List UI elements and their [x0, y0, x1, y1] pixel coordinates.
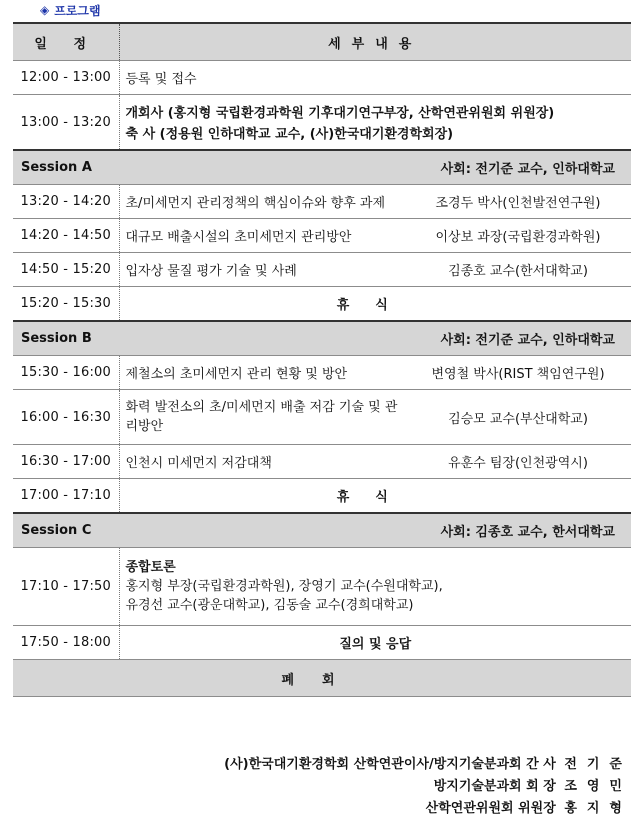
signatory-name: 홍지형 — [564, 801, 632, 816]
table-row — [13, 548, 631, 626]
signatory-role: 산학연관위원회 위원장 — [425, 801, 556, 816]
session-c-header — [13, 513, 631, 548]
talk-speaker: 조경두 박사(인천발전연구원) — [435, 196, 601, 211]
talk-speaker: 이상보 과장(국립환경과학원) — [435, 230, 601, 245]
diamond-bullet-icon: ◈ — [40, 3, 50, 17]
table-row — [13, 356, 631, 390]
table-row — [13, 185, 631, 219]
panel-line-2: 유경선 교수(광운대학교), 김동술 교수(경희대학교) — [125, 598, 414, 613]
session-chair: 사회: 전기준 교수, 인하대학교 — [119, 321, 631, 356]
signatory-name: 전기준 — [564, 757, 632, 772]
program-table — [13, 22, 631, 697]
header-time: 일 정 — [13, 23, 119, 61]
signature-line — [224, 754, 632, 776]
table-row — [13, 390, 631, 445]
row-time: 14:50 - 15:20 — [13, 253, 119, 287]
talk-speaker: 변영철 박사(RIST 책임연구원) — [431, 367, 605, 382]
session-chair: 사회: 전기준 교수, 인하대학교 — [119, 150, 631, 185]
section-title: 프로그램 — [54, 3, 101, 18]
session-name: Session B — [13, 321, 119, 356]
break-label: 휴식 — [119, 287, 631, 322]
header-content: 세부내용 — [119, 23, 631, 61]
session-name: Session C — [13, 513, 119, 548]
row-time: 15:30 - 16:00 — [13, 356, 119, 390]
talk-title: 입자상 물질 평가 기술 및 사례 — [125, 264, 297, 279]
congratulatory-address: 축 사 (정용원 인하대학교 교수, (사)한국대기환경학회장) — [125, 127, 454, 142]
talk-title: 제철소의 초미세먼지 관리 현황 및 방안 — [125, 367, 348, 382]
row-time: 17:50 - 18:00 — [13, 626, 119, 660]
row-time: 13:20 - 14:20 — [13, 185, 119, 219]
row-time: 17:10 - 17:50 — [13, 548, 119, 626]
row-time: 17:00 - 17:10 — [13, 479, 119, 514]
closing-row — [13, 660, 631, 697]
section-heading — [40, 1, 101, 19]
signatory-role: (사)한국대기환경학회 산학연관이사/방지기술분과회 간 사 — [224, 757, 556, 772]
talk-speaker: 유훈수 팀장(인천광역시) — [448, 456, 588, 471]
signature-line — [224, 798, 632, 820]
table-row — [13, 445, 631, 479]
break-row — [13, 479, 631, 514]
closing-label: 폐회 — [13, 660, 631, 697]
talk-title: 화력 발전소의 초/미세먼지 배출 저감 기술 및 관리방안 — [125, 400, 398, 434]
row-time: 16:30 - 17:00 — [13, 445, 119, 479]
talk-title: 대규모 배출시설의 초미세먼지 관리방안 — [125, 230, 352, 245]
table-row — [13, 61, 631, 95]
row-time: 16:00 - 16:30 — [13, 390, 119, 445]
signature-line — [224, 776, 632, 798]
discussion-cell — [119, 548, 631, 626]
panel-line-1: 홍지형 부장(국립환경과학원), 장영기 교수(수원대학교), — [125, 579, 443, 594]
talk-speaker: 김종호 교수(한서대학교) — [448, 264, 588, 279]
table-header — [13, 23, 631, 61]
signatory-role: 방지기술분과회 회 장 — [433, 779, 556, 794]
row-time: 13:00 - 13:20 — [13, 95, 119, 151]
talk-speaker: 김승모 교수(부산대학교) — [448, 411, 588, 427]
table-row — [13, 219, 631, 253]
qa-row — [13, 626, 631, 660]
table-row — [13, 95, 631, 151]
talk-title: 인천시 미세먼지 저감대책 — [125, 456, 272, 471]
table-row — [13, 253, 631, 287]
row-time: 14:20 - 14:50 — [13, 219, 119, 253]
opening-address: 개회사 (홍지형 국립환경과학원 기후대기연구부장, 산학연관위원회 위원장) — [125, 106, 555, 121]
opening-remarks — [119, 95, 631, 151]
signatory-name: 조영민 — [564, 779, 632, 794]
session-a-header — [13, 150, 631, 185]
break-row — [13, 287, 631, 322]
row-time: 15:20 - 15:30 — [13, 287, 119, 322]
talk-title: 초/미세먼지 관리정책의 핵심이슈와 향후 과제 — [125, 196, 386, 211]
break-label: 휴식 — [119, 479, 631, 514]
row-time: 12:00 - 13:00 — [13, 61, 119, 95]
qa-label: 질의 및 응답 — [119, 626, 631, 660]
session-name: Session A — [13, 150, 119, 185]
signature-block — [224, 754, 632, 820]
session-chair: 사회: 김종호 교수, 한서대학교 — [119, 513, 631, 548]
row-content: 등록 및 접수 — [119, 61, 631, 95]
discussion-title: 종합토론 — [125, 560, 176, 575]
session-b-header — [13, 321, 631, 356]
